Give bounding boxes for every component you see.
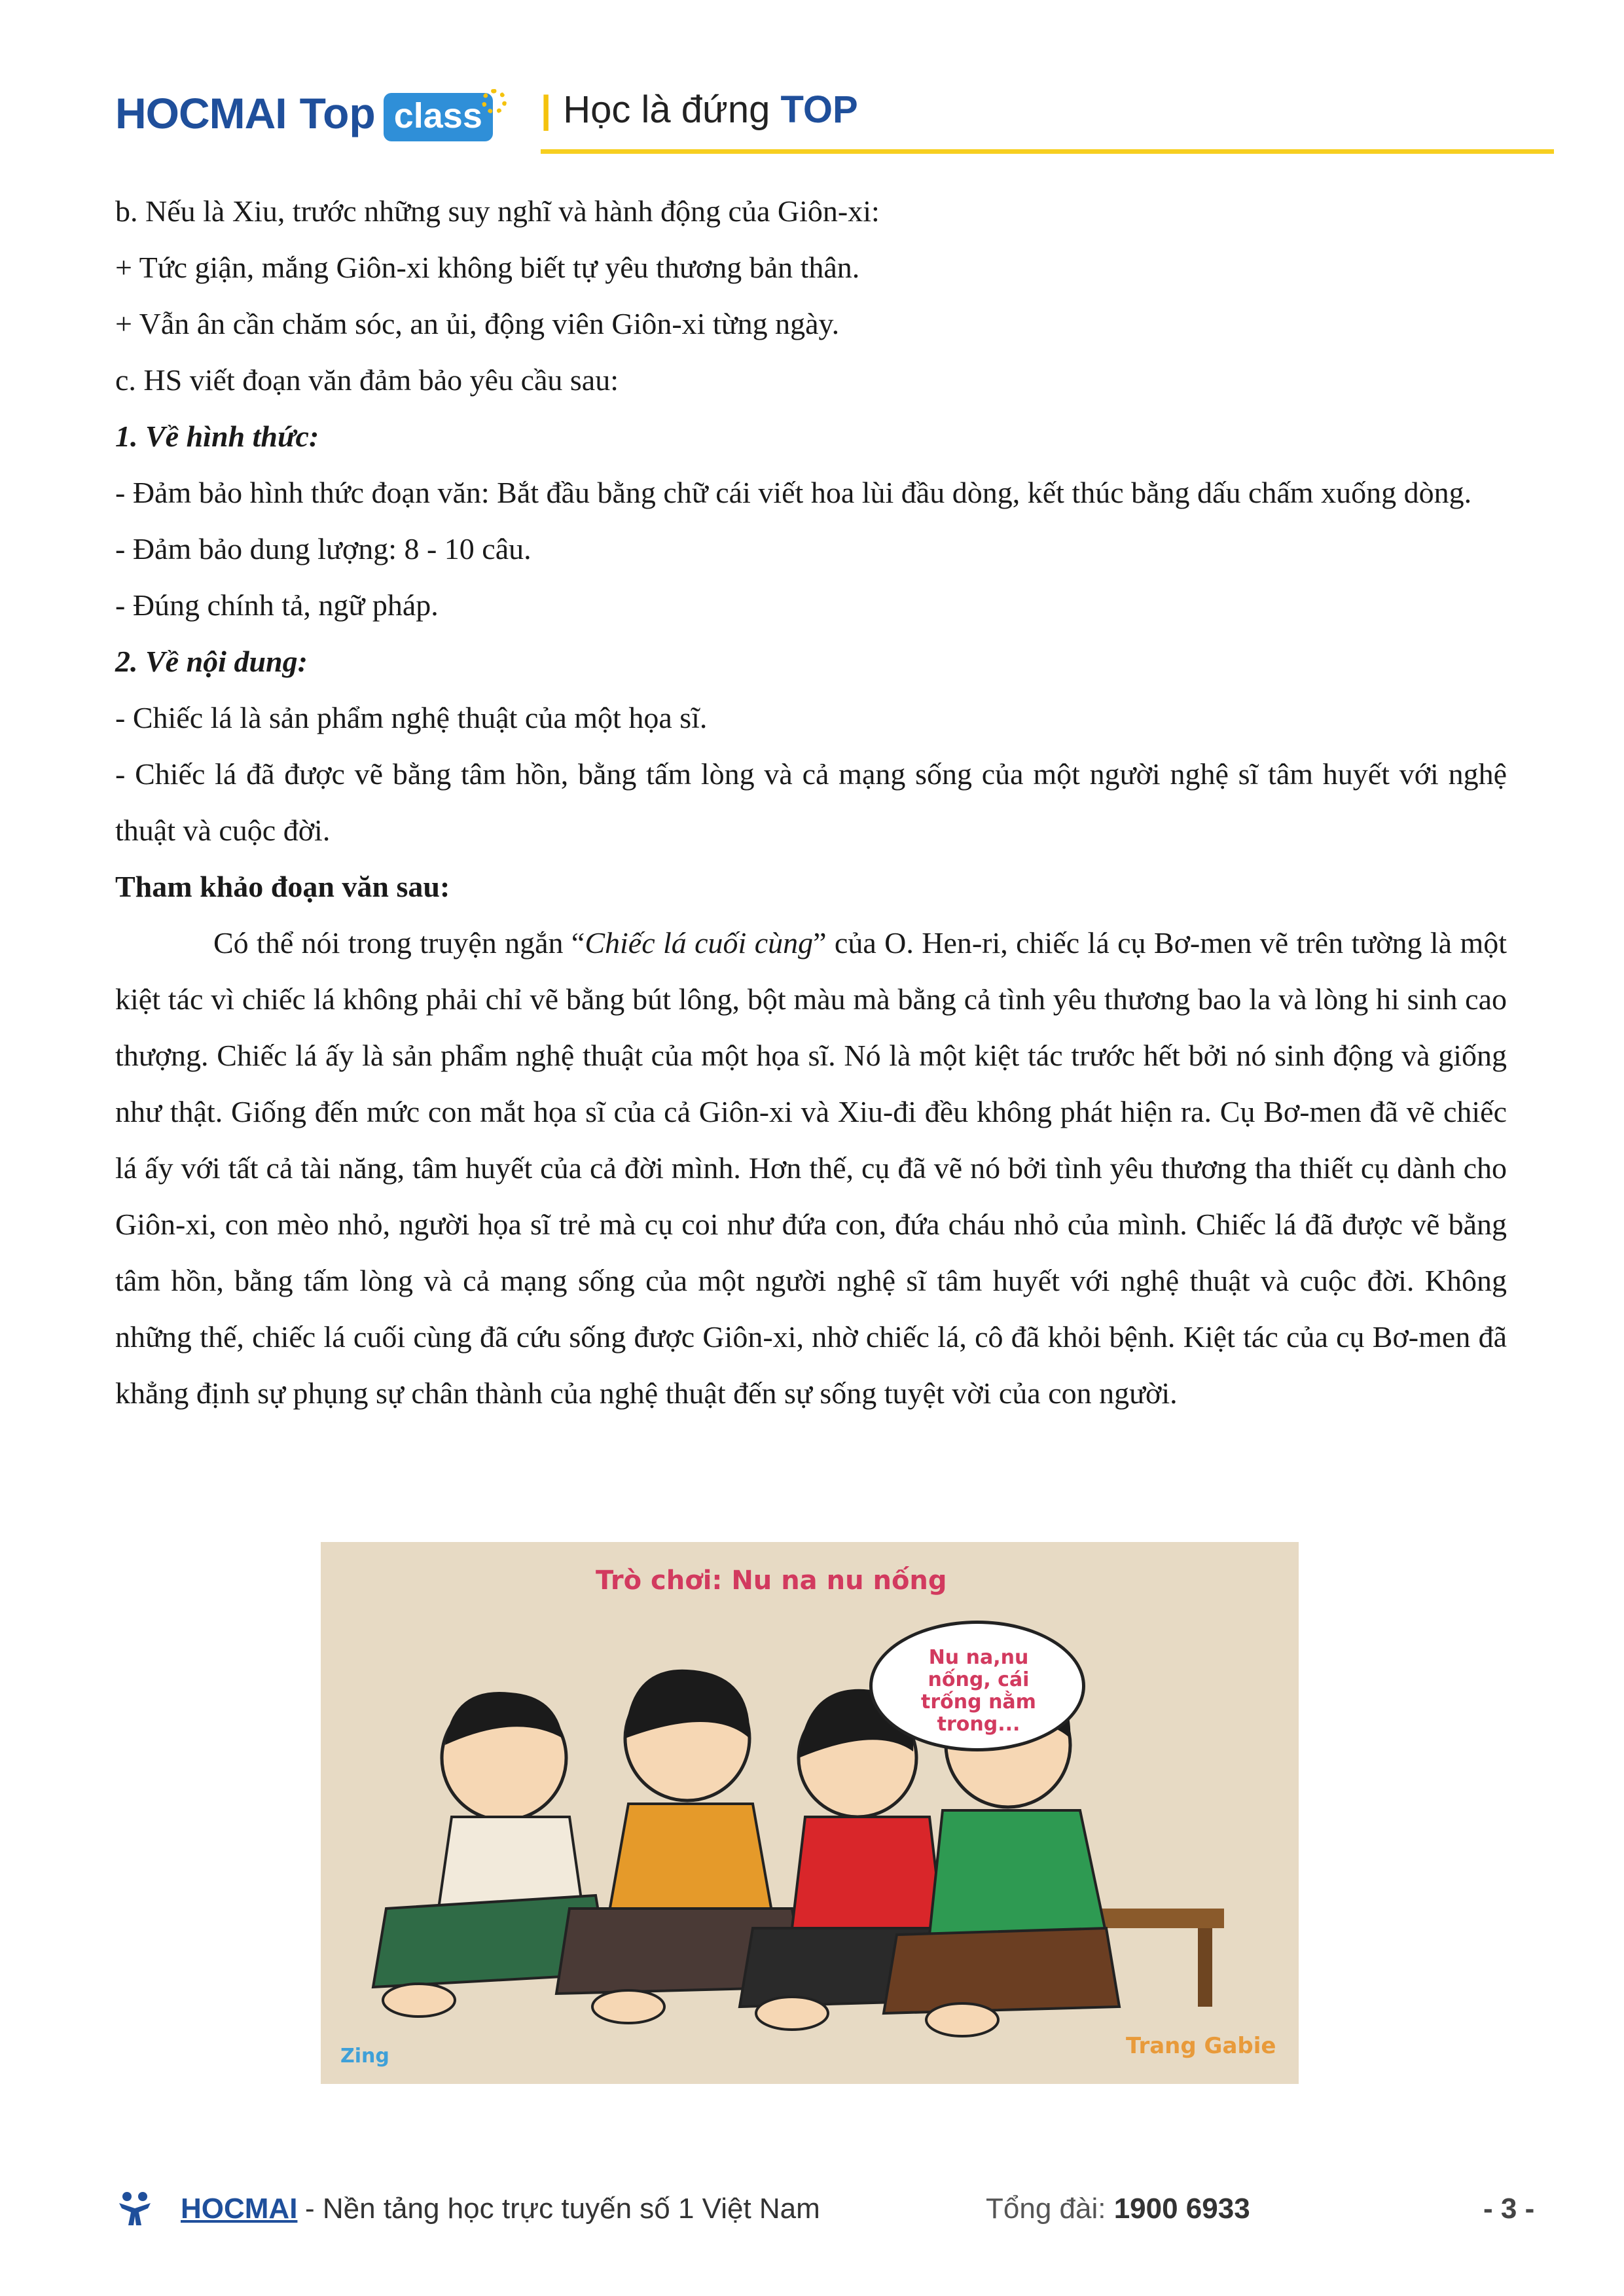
divider-bar: | bbox=[541, 88, 552, 131]
footer-tagline: - Nền tảng học trực tuyến số 1 Việt Nam bbox=[305, 2193, 820, 2225]
illustration-children-game bbox=[321, 1542, 1299, 2084]
answer-b-point-1: + Tức giận, mắng Giôn-xi không biết tự yêu thương bản thân. bbox=[115, 251, 860, 284]
answer-b: b. Nếu là Xiu, trước những suy nghĩ và hành động của Giôn-xi: bbox=[115, 194, 880, 228]
header-slogan bbox=[541, 88, 858, 132]
footer-brand-link[interactable]: HOCMAI bbox=[181, 2193, 298, 2225]
answer-b-point-2: + Vẫn ân cần chăm sóc, an ủi, động viên Giôn-xi từng ngày. bbox=[115, 307, 840, 340]
page-header bbox=[115, 71, 1554, 156]
hocmai-people-icon bbox=[115, 2189, 154, 2228]
hocmai-topclass-logo bbox=[115, 77, 493, 149]
content-requirement-1: - Chiếc lá là sản phẩm nghệ thuật của một họa sĩ. bbox=[115, 701, 708, 734]
content-requirement-2: - Chiếc lá đã được vẽ bằng tâm hồn, bằng tấm lòng và cả mạng sống của một người nghệ sĩ tâm huyết với nghệ thuật và cuộc đời. bbox=[115, 757, 1507, 847]
page-footer bbox=[115, 2186, 1536, 2238]
watermark-left: Zing bbox=[340, 2045, 389, 2068]
speech-bubble-text: Nu na,nu nống, cái trống nằm trong... bbox=[921, 1646, 1036, 1736]
sun-icon bbox=[482, 89, 507, 114]
logo-brand: HOCMAI bbox=[115, 89, 287, 137]
hotline-label: Tổng đài: bbox=[986, 2193, 1106, 2225]
logo-top: Top bbox=[299, 89, 376, 137]
form-heading: 1. Về hình thức: bbox=[115, 420, 319, 453]
reference-heading: Tham khảo đoạn văn sau: bbox=[115, 870, 450, 903]
page-number: - 3 - bbox=[1483, 2193, 1535, 2225]
form-requirement-1: - Đảm bảo hình thức đoạn văn: Bắt đầu bằng chữ cái viết hoa lùi đầu dòng, kết thúc bằng dấu chấm xuống dòng. bbox=[115, 476, 1472, 509]
story-title: Chiếc lá cuối cùng bbox=[585, 926, 814, 960]
children-drawing bbox=[321, 1542, 1299, 2084]
reference-paragraph bbox=[115, 915, 1507, 1422]
illustration-title: Trò chơi: Nu na nu nống bbox=[596, 1566, 947, 1596]
paragraph-start: Có thể nói trong truyện ngắn “ bbox=[213, 926, 585, 960]
watermark-right: Trang Gabie bbox=[1126, 2033, 1276, 2059]
form-requirement-3: - Đúng chính tả, ngữ pháp. bbox=[115, 588, 439, 622]
document-body bbox=[115, 183, 1507, 1422]
paragraph-rest: ” của O. Hen-ri, chiếc lá cụ Bơ-men vẽ trên tường là một kiệt tác vì chiếc lá không phải chỉ vẽ bằng bút lông, bột màu mà bằng cả tình yêu thương bao la và lòng hi sinh cao thượng. Chiếc lá ấy là sản phẩm nghệ thuật của một họa sĩ. Nó là một kiệt tác trước hết bởi nó sinh động và giống như thật. Giống đến mức con mắt họa sĩ của cả Giôn-xi và Xiu-đi đều không phát hiện ra. Cụ Bơ-men đã vẽ chiếc lá ấy với tất cả tài năng, tâm huyết của cả đời mình. Hơn thế, cụ đã vẽ nó bởi tình yêu thương tha thiết cụ dành cho Giôn-xi, con mèo nhỏ, người họa sĩ trẻ mà cụ coi như đứa con, đứa cháu nhỏ của mình. Chiếc lá đã được vẽ bằng tâm hồn, bằng tấm lòng và cả mạng sống của một người nghệ sĩ tâm huyết với nghệ thuật và cuộc đời. Không những thế, chiếc lá cuối cùng đã cứu sống được Giôn-xi, nhờ chiếc lá, cô đã khỏi bệnh. Kiệt tác của cụ Bơ-men đã khẳng định sự phụng sự chân thành của nghệ thuật đến sự sống tuyệt vời của con người. bbox=[115, 926, 1507, 1410]
hotline-number: 1900 6933 bbox=[1113, 2193, 1250, 2225]
header-rule bbox=[541, 149, 1554, 154]
footer-hotline bbox=[986, 2193, 1250, 2225]
logo-class-badge: class bbox=[384, 93, 493, 141]
answer-c: c. HS viết đoạn văn đảm bảo yêu cầu sau: bbox=[115, 363, 619, 397]
form-requirement-2: - Đảm bảo dung lượng: 8 - 10 câu. bbox=[115, 532, 532, 565]
content-heading: 2. Về nội dung: bbox=[115, 645, 308, 678]
slogan-bold: TOP bbox=[780, 88, 858, 131]
slogan-prefix: Học là đứng bbox=[563, 88, 770, 131]
